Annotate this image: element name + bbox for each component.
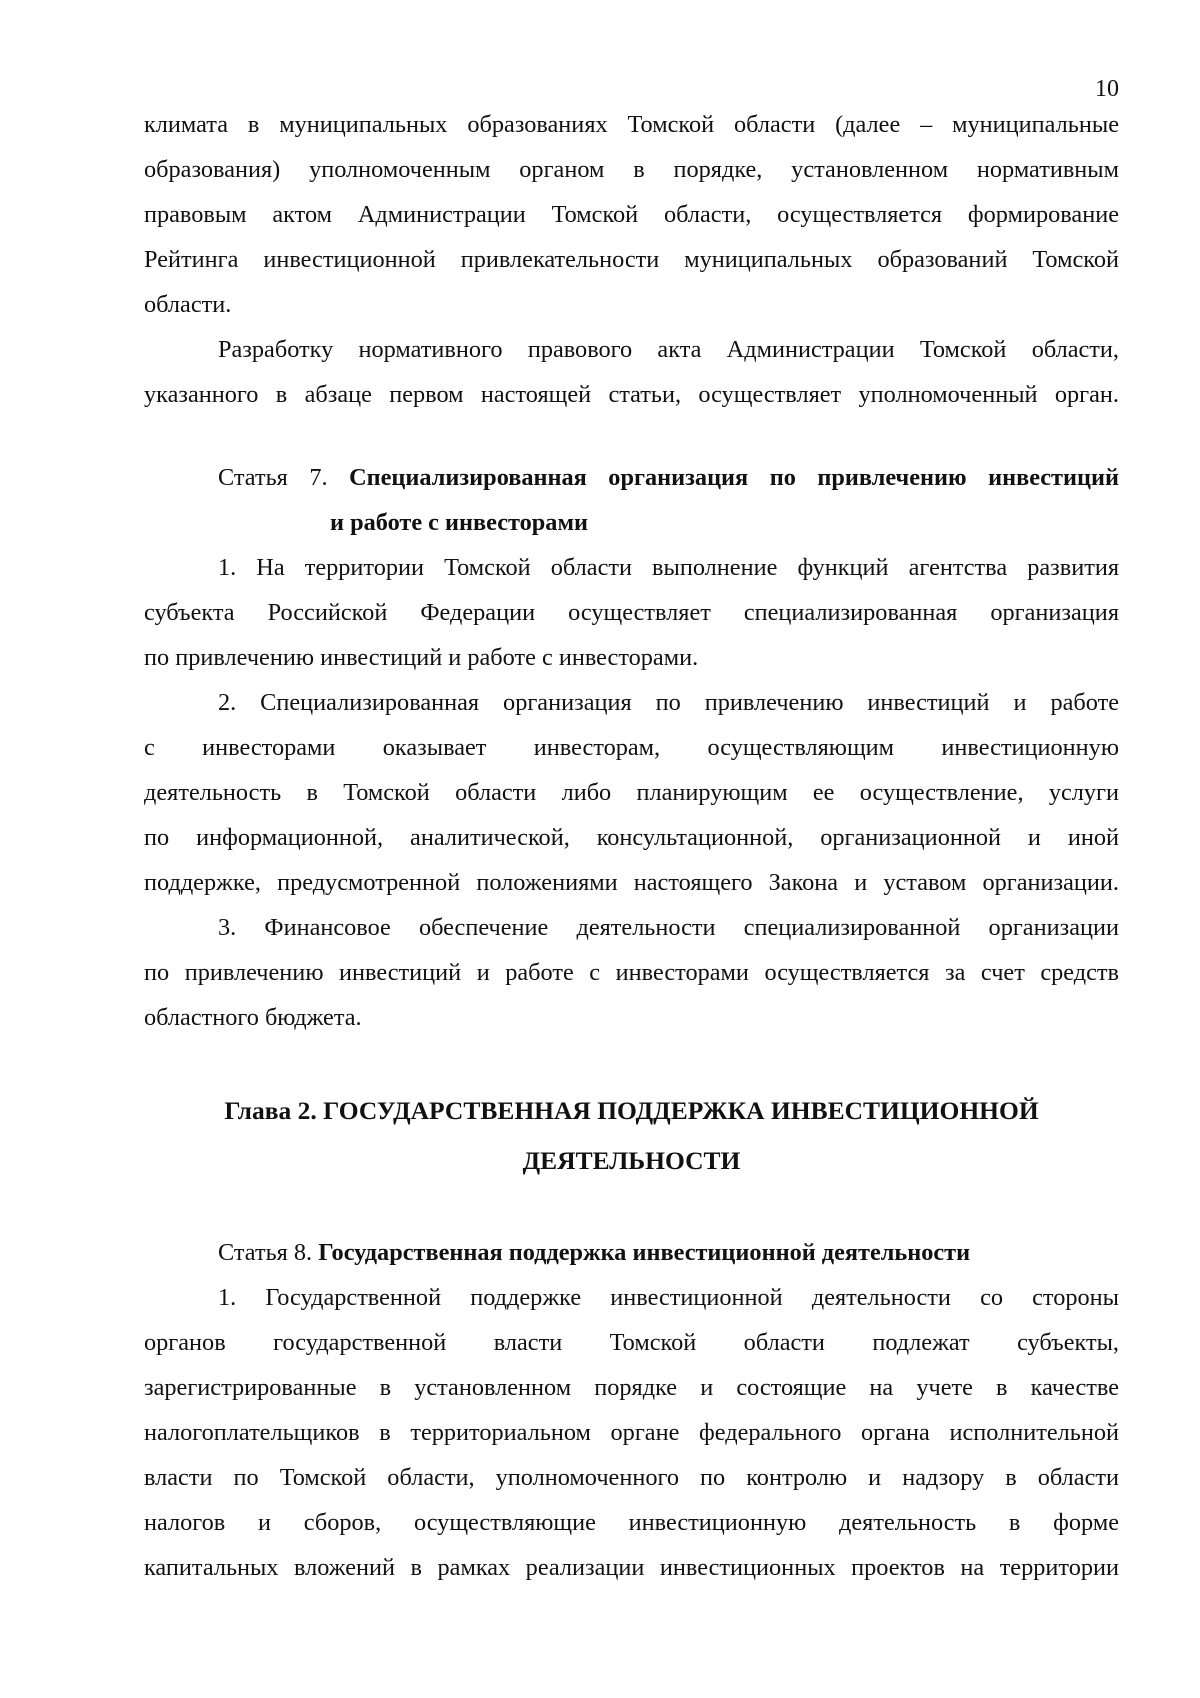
article-8-paragraph-1: [144, 1275, 1119, 1590]
article-8-heading: [144, 1230, 1119, 1275]
text-line: Разработку нормативного правового акта Администрации Томской области,: [218, 336, 1119, 363]
text-line: капитальных вложений в рамках реализации инвестиционных проектов на территории: [144, 1554, 1119, 1581]
page-number: 10: [1095, 76, 1119, 102]
text-line: с инвесторами оказывает инвесторам, осуществляющим инвестиционную: [144, 734, 1119, 761]
chapter-title-line: Глава 2. ГОСУДАРСТВЕННАЯ ПОДДЕРЖКА ИНВЕСТИЦИОННОЙ: [224, 1096, 1039, 1125]
text-line: субъекта Российской Федерации осуществляет специализированная организация: [144, 599, 1119, 626]
text-line: зарегистрированные в установленном порядке и состоящие на учете в качестве: [144, 1374, 1119, 1401]
chapter-title-line: ДЕЯТЕЛЬНОСТИ: [522, 1146, 741, 1175]
text-line: налогоплательщиков в территориальном органе федерального органа исполнительной: [144, 1419, 1119, 1446]
text-line: 1. Государственной поддержке инвестиционной деятельности со стороны: [218, 1284, 1119, 1311]
text-line: 3. Финансовое обеспечение деятельности специализированной организации: [218, 914, 1119, 941]
text-line: по привлечению инвестиций и работе с инвесторами.: [144, 644, 699, 671]
intro-paragraph: [144, 102, 1119, 327]
text-line: налогов и сборов, осуществляющие инвестиционную деятельность в форме: [144, 1509, 1119, 1536]
text-line: по привлечению инвестиций и работе с инвесторами осуществляется за счет средств: [144, 959, 1119, 986]
text-line: указанного в абзаце первом настоящей статьи, осуществляет уполномоченный орган.: [144, 381, 1119, 408]
text-line: органов государственной власти Томской области подлежат субъекты,: [144, 1329, 1119, 1356]
article-7-title: Специализированная организация по привлечению инвестиций: [349, 464, 1119, 491]
text-line: климата в муниципальных образованиях Томской области (далее – муниципальные: [144, 111, 1119, 138]
article-7-paragraph-2: [144, 680, 1119, 905]
text-line: областного бюджета.: [144, 1004, 362, 1031]
text-line: области.: [144, 291, 232, 318]
intro-paragraph-2: [144, 327, 1119, 417]
text-line: поддержке, предусмотренной положениями настоящего Закона и уставом организации.: [144, 869, 1119, 896]
article-8-label: Статья 8.: [218, 1239, 313, 1266]
text-line: власти по Томской области, уполномоченного по контролю и надзору в области: [144, 1464, 1119, 1491]
text-line: правовым актом Администрации Томской области, осуществляется формирование: [144, 201, 1119, 228]
text-line: 2. Специализированная организация по привлечению инвестиций и работе: [218, 689, 1119, 716]
article-7-title-continued: и работе с инвесторами: [330, 509, 589, 536]
text-line: образования) уполномоченным органом в порядке, установленном нормативным: [144, 156, 1119, 183]
article-7-paragraph-1: [144, 545, 1119, 680]
text-line: по информационной, аналитической, консультационной, организационной и иной: [144, 824, 1119, 851]
article-7-paragraph-3: [144, 905, 1119, 1040]
article-8-title: Государственная поддержка инвестиционной деятельности: [318, 1239, 971, 1266]
text-line: деятельность в Томской области либо планирующим ее осуществление, услуги: [144, 779, 1119, 806]
text-line: 1. На территории Томской области выполнение функций агентства развития: [218, 554, 1119, 581]
chapter-2-heading: [144, 1086, 1119, 1186]
text-line: Рейтинга инвестиционной привлекательности муниципальных образований Томской: [144, 246, 1119, 273]
article-7-heading: [144, 455, 1119, 545]
article-7-label: Статья 7.: [218, 464, 328, 491]
